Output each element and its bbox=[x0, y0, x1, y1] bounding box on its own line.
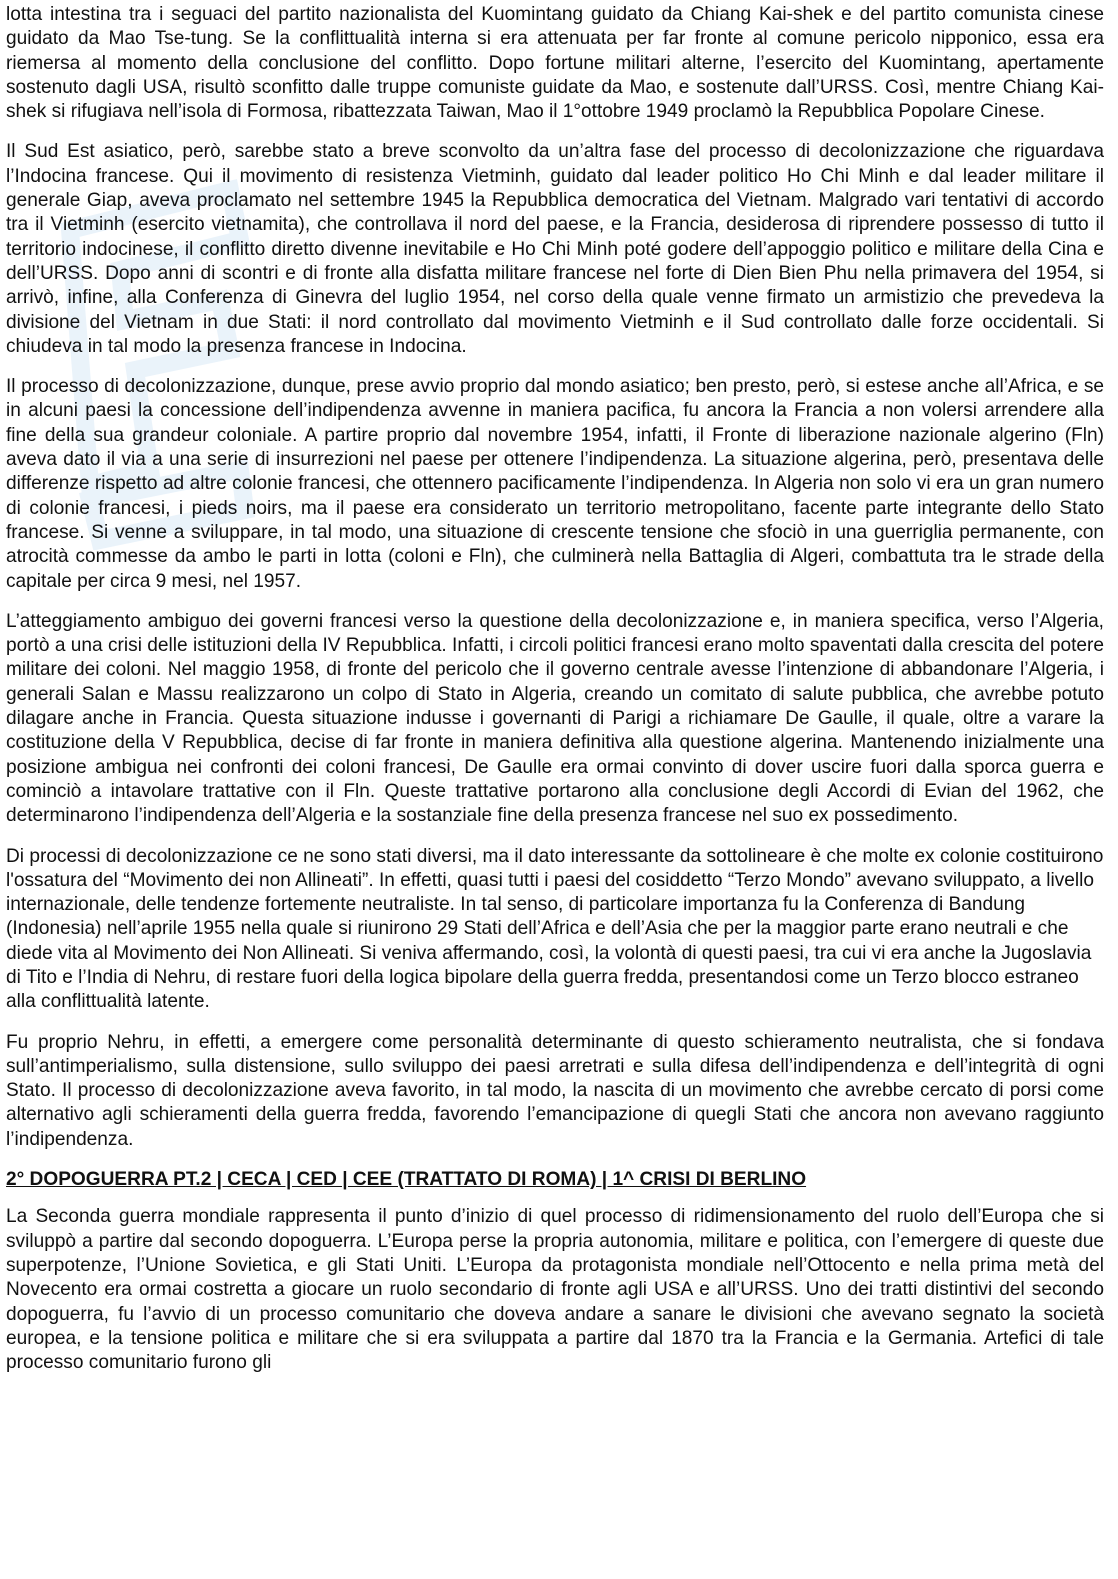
paragraph-algeria-decolonization: Il processo di decolonizzazione, dunque, prese avvio proprio dal mondo asiatico; ben presto, però, si estese anche all’Africa, e se in alcuni paesi la concessione dell’indipendenza avvenne in maniera pacifica, fu ancora la Francia a non volersi arrendere alla fine della sua grandeur coloniale. A partire proprio dal novembre 1954, infatti, il Fronte di liberazione nazionale algerino (Fln) aveva dato il via a una serie di insurrezioni nel paese per ottenere l’indipendenza. La situazione algerina, però, presentava delle differenze rispetto ad altre colonie francesi, che ottennero pacificamente l’indipendenza. In Algeria non solo vi era un gran numero di colonie francesi, i pieds noirs, ma il paese era considerato un territorio metropolitano, facente parte integrante dello Stato francese. Si venne a sviluppare, in tal modo, una situazione di crescente tensione che sfociò in una guerriglia permanente, con atrocità commesse da ambo le parti in lotta (coloni e Fln), che culminerà nella Battaglia di Algeri, combattuta tra le strade della capitale per circa 9 mesi, nel 1957. bbox=[6, 376, 1104, 592]
document-body bbox=[6, 3, 1104, 1391]
paragraph-europe-postwar: La Seconda guerra mondiale rappresenta il punto d’inizio di quel processo di ridimensionamento del ruolo dell’Europa che si sviluppò a partire dal secondo dopoguerra. L’Europa perse la propria autonomia, militare e politica, con l’emergere di queste due superpotenze, l’Unione Sovietica, e gli Stati Uniti. L’Europa da protagonista mondiale nell’Ottocento e nella prima metà del Novecento era ormai costretta a giocare un ruolo secondario di fronte agli USA e all’URSS. Uno dei tratti distintivi del secondo dopoguerra, fu l’avvio di un processo comunitario che doveva andare a sanare le divisioni che avevano segnato la società europea, e la tensione politica e militare che si era sviluppata a partire dal 1870 tra la Francia e la Germania. Artefici di tale processo comunitario furono gli bbox=[6, 1206, 1104, 1374]
paragraph-indochina: Il Sud Est asiatico, però, sarebbe stato a breve sconvolto da un’altra fase del processo di decolonizzazione che riguardava l’Indocina francese. Qui il movimento di resistenza Vietminh, guidato dal leader politico Ho Chi Minh e dal leader militare il generale Giap, aveva proclamato nel settembre 1945 la Repubblica democratica del Vietnam. Malgrado vari tentativi di accordo tra il Vietminh (esercito vietnamita), che controllava il nord del paese, e la Francia, desiderosa di riprendere possesso di tutto il territorio indocinese, il conflitto diretto divenne inevitabile e Ho Chi Minh poté godere dell’appoggio politico e militare della Cina e dell’URSS. Dopo anni di scontri e di fronte alla disfatta militare francese nel forte di Dien Bien Phu nella primavera del 1954, si arrivò, infine, alla Conferenza di Ginevra del luglio 1954, nel corso della quale venne firmato un armistizio che prevedeva la divisione del Vietnam in due Stati: il nord controllato dal movimento Vietminh e il Sud controllato dalle forze occidentali. Si chiudeva in tal modo la presenza francese in Indocina. bbox=[6, 141, 1104, 357]
paragraph-nehru: Fu proprio Nehru, in effetti, a emergere come personalità determinante di questo schieramento neutralista, che si fondava sull’antimperialismo, sulla distensione, sullo sviluppo dei paesi arretrati e sulla difesa dell’indipendenza e dell’integrità di ogni Stato. Il processo di decolonizzazione aveva favorito, in tal modo, la nascita di un movimento che avrebbe cercato di porsi come alternativo agli schieramenti della guerra fredda, favorendo l’emancipazione di quegli Stati che ancora non avevano raggiunto l’indipendenza. bbox=[6, 1031, 1104, 1150]
paragraph-non-aligned-movement: Di processi di decolonizzazione ce ne sono stati diversi, ma il dato interessante da sottolineare è che molte ex colonie costituirono l'ossatura del “Movimento dei non Allineati”. In effetti, quasi tutti i paesi del cosiddetto “Terzo Mondo” avevano sviluppato, a livello internazionale, delle tendenze fortemente neutraliste. In tal senso, di particolare importanza fu la Conferenza di Bandung (Indonesia) nell’aprile 1955 nella quale si riunirono 29 Stati dell’Africa e dell’Asia che per la maggior parte erano neutrali e che diede vita al Movimento dei Non Allineati. Si veniva affermando, così, la volontà di questi paesi, tra cui vi era anche la Jugoslavia di Tito e l’India di Nehru, di restare fuori della logica bipolare della guerra fredda, presentandosi come un Terzo blocco estraneo alla conflittualità latente. bbox=[6, 845, 1104, 1013]
paragraph-french-fourth-republic-crisis: L’atteggiamento ambiguo dei governi francesi verso la questione della decolonizzazione e, in maniera specifica, verso l’Algeria, portò a una crisi delle istituzioni della IV Repubblica. Infatti, i circoli politici francesi erano molto spaventati dalla crescita del potere militare dei coloni. Nel maggio 1958, di fronte del pericolo che il governo centrale avesse l’intenzione di abbandonare l’Algeria, i generali Salan e Massu realizzarono un colpo di Stato in Algeria, creando un comitato di salute pubblica, che avrebbe potuto dilagare anche in Francia. Questa situazione indusse i governanti di Parigi a richiamare De Gaulle, il quale, oltre a varare la costituzione della V Repubblica, decise di far fronte in maniera definitiva alla questione algerina. Mantenendo inizialmente una posizione ambigua nei confronti dei coloni francesi, De Gaulle era ormai convinto di dover uscire fuori dalla sporca guerra e cominciò a intavolare trattative con il Fln. Queste trattative portarono alla conclusione degli Accordi di Evian del 1962, che determinarono l’indipendenza dell’Algeria e la sostanziale fine della presenza francese nel suo ex possedimento. bbox=[6, 610, 1104, 827]
paragraph-chinese-civil-war: lotta intestina tra i seguaci del partito nazionalista del Kuomintang guidato da Chiang Kai-shek e del partito comunista cinese guidato da Mao Tse-tung. Se la conflittualità interna si era attenuata per far fronte al comune pericolo nipponico, essa era riemersa al momento della conclusione del conflitto. Dopo fortune militari alterne, l’esercito del Kuomintang, apertamente sostenuto dagli USA, risultò sconfitto dalle truppe comuniste guidate da Mao, e sostenute dall’URSS. Così, mentre Chiang Kai-shek si rifugiava nell’isola di Formosa, ribattezzata Taiwan, Mao il 1°ottobre 1949 proclamò la Repubblica Popolare Cinese. bbox=[6, 4, 1104, 123]
section-heading: 2° DOPOGUERRA PT.2 | CECA | CED | CEE (TRATTATO DI ROMA) | 1^ CRISI DI BERLINO bbox=[6, 1169, 807, 1191]
